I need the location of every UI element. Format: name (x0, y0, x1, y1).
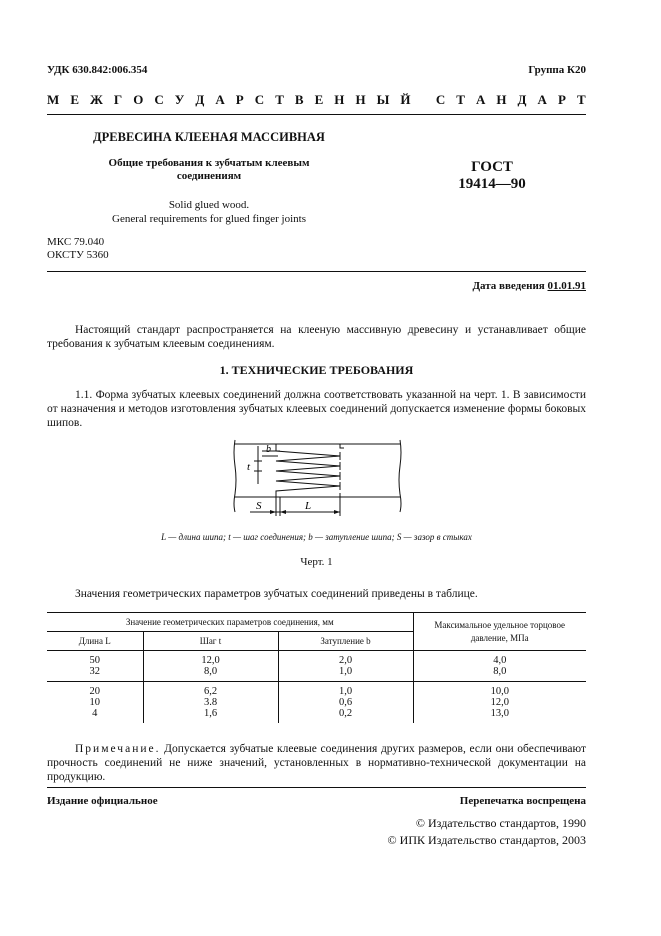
title-russian: ДРЕВЕСИНА КЛЕЕНАЯ МАССИВНАЯ (93, 130, 325, 144)
title-english (47, 198, 371, 226)
interstate-letter (422, 92, 425, 108)
table-cell-p: 12,0 (490, 697, 509, 708)
intro-date (472, 280, 586, 292)
interstate-letter: Ы (376, 92, 390, 107)
codes-divider (47, 271, 586, 272)
interstate-letter: У (174, 92, 185, 107)
interstate-letter: Р (235, 92, 244, 107)
interstate-letter: А (215, 92, 225, 107)
interstate-letter: В (294, 92, 304, 107)
interstate-letter: Е (314, 92, 324, 107)
copyright-1990: © Издательство стандартов, 1990 (415, 816, 586, 830)
table-cell-b: 1,0 (278, 666, 413, 682)
title-english-line-1: Solid glued wood. (168, 199, 250, 211)
table-cell-t: 8,0 (143, 666, 278, 682)
table-cell-b: 1,0 (278, 682, 413, 698)
interstate-letter: Т (275, 92, 284, 107)
table-row (47, 697, 586, 708)
intro-date-value: 01.01.91 (547, 280, 586, 292)
label-l: L (305, 500, 312, 512)
table-cell-l: 32 (47, 666, 143, 682)
table-cell-l: 10 (47, 697, 143, 708)
table-cell-b: 0,6 (278, 697, 413, 708)
table-header-step: Шаг t (143, 632, 278, 651)
udk-code: УДК 630.842:006.354 (47, 64, 148, 76)
header-divider (47, 114, 586, 115)
interstate-letter: Р (557, 92, 566, 107)
arrow-s (270, 510, 276, 514)
copyright-2003: © ИПК Издательство стандартов, 2003 (387, 833, 586, 847)
label-s: S (256, 500, 262, 512)
table-cell-p: 4,0 (493, 655, 507, 666)
interstate-letter: С (435, 92, 446, 107)
table-header-pressure: Максимальное удельное торцовое давление, МПа (434, 619, 566, 643)
table-cell-t: 6,2 (143, 682, 278, 698)
gost-designation (432, 159, 552, 193)
gost-label: ГОСТ (471, 159, 513, 175)
tooth-tip-top (340, 444, 344, 448)
interstate-letter: Ж (90, 92, 103, 107)
classification-codes (47, 236, 109, 262)
finger-teeth-left (276, 444, 340, 497)
table-row (47, 708, 586, 723)
label-b: b (266, 444, 271, 455)
table-intro: Значения геометрических параметров зубчатых соединений приведены в таблице. (75, 588, 478, 600)
subtitle-russian (47, 157, 371, 183)
note-label: Примечание. (75, 743, 161, 755)
interstate-letter: А (475, 92, 486, 107)
arrow-l-start (280, 510, 286, 514)
intro-paragraph: Настоящий стандарт распространяется на клееную массивную древесину и устанавливает общие требования к зубчатым клеевым соединениям. (47, 324, 586, 350)
interstate-letter: М (47, 92, 60, 107)
mks-code: МКС 79.040 (47, 236, 105, 248)
interstate-letter: Е (70, 92, 79, 107)
finger-joint-drawing (200, 438, 420, 520)
okstu-code: ОКСТУ 5360 (47, 249, 109, 261)
interstate-letter: Н (334, 92, 345, 107)
arrow-l-end (334, 510, 340, 514)
interstate-letter: Д (195, 92, 205, 107)
table-cell-p: 10,0 (490, 686, 509, 697)
label-t: t (247, 461, 251, 473)
table-header-blunt: Затупление b (278, 632, 413, 651)
note-paragraph (47, 742, 586, 784)
table-cell-l: 50 (47, 651, 143, 667)
table-cell-b: 0,2 (278, 708, 413, 723)
table-cell-t: 3.8 (143, 697, 278, 708)
interstate-standard-heading (47, 92, 586, 108)
left-board-edge (234, 440, 236, 512)
group-code: Группа К20 (528, 64, 586, 76)
table-cell-p: 13,0 (490, 708, 509, 719)
section-title: 1. ТЕХНИЧЕСКИЕ ТРЕБОВАНИЯ (219, 363, 414, 377)
interstate-letter: Г (113, 92, 123, 107)
table-cell-t: 12,0 (143, 651, 278, 667)
note-text: Допускается зубчатые клеевые соединения других размеров, если они обеспечивают прочность соединений не ниже значений, установленных в нормативно-технической документации на продукцию. (47, 743, 586, 783)
table-group-header: Значение геометрических параметров соединения, мм (47, 613, 413, 632)
table-cell-t: 1,6 (143, 708, 278, 723)
subtitle-line-1: Общие требования к зубчатым клеевым (108, 157, 310, 169)
parameters-table (47, 612, 586, 723)
interstate-letter: Д (517, 92, 527, 107)
interstate-letter: Т (576, 92, 586, 107)
interstate-letter: А (537, 92, 547, 107)
table-row (47, 682, 586, 698)
official-edition: Издание официальное (47, 795, 158, 807)
footer-divider (47, 787, 586, 788)
table-cell-b: 2,0 (278, 651, 413, 667)
interstate-letter: Н (355, 92, 366, 107)
table-row (47, 651, 586, 667)
title-english-line-2: General requirements for glued finger joints (112, 213, 306, 225)
table-header-length: Длина L (47, 632, 143, 651)
reprint-prohibited: Перепечатка воспрещена (459, 795, 586, 807)
copyright-block (388, 815, 586, 849)
intro-date-label: Дата введения (472, 280, 545, 292)
interstate-letter: С (254, 92, 265, 107)
interstate-letter: Й (400, 92, 411, 107)
table-row (47, 666, 586, 682)
interstate-letter: Н (496, 92, 507, 107)
interstate-letter: О (133, 92, 144, 107)
paragraph-1-1: 1.1. Форма зубчатых клеевых соединений должна соответствовать указанной на черт. 1. В зависимости от назначения и методов изготовления зубчатых клеевых соединений допускается изменение формы боковых шипов. (47, 389, 586, 429)
table-cell-l: 20 (47, 682, 143, 698)
interstate-letter: Т (456, 92, 465, 107)
right-board-edge (399, 440, 401, 512)
table-cell-p: 8,0 (493, 666, 507, 677)
table-cell-l: 4 (47, 708, 143, 723)
figure-legend: L — длина шипа; t — шаг соединения; b — затупление шипа; S — зазор в стыках (161, 532, 472, 542)
gost-number: 19414—90 (458, 176, 526, 192)
figure-caption: Черт. 1 (300, 556, 333, 568)
subtitle-line-2: соединениям (176, 170, 242, 182)
interstate-letter: С (154, 92, 164, 107)
